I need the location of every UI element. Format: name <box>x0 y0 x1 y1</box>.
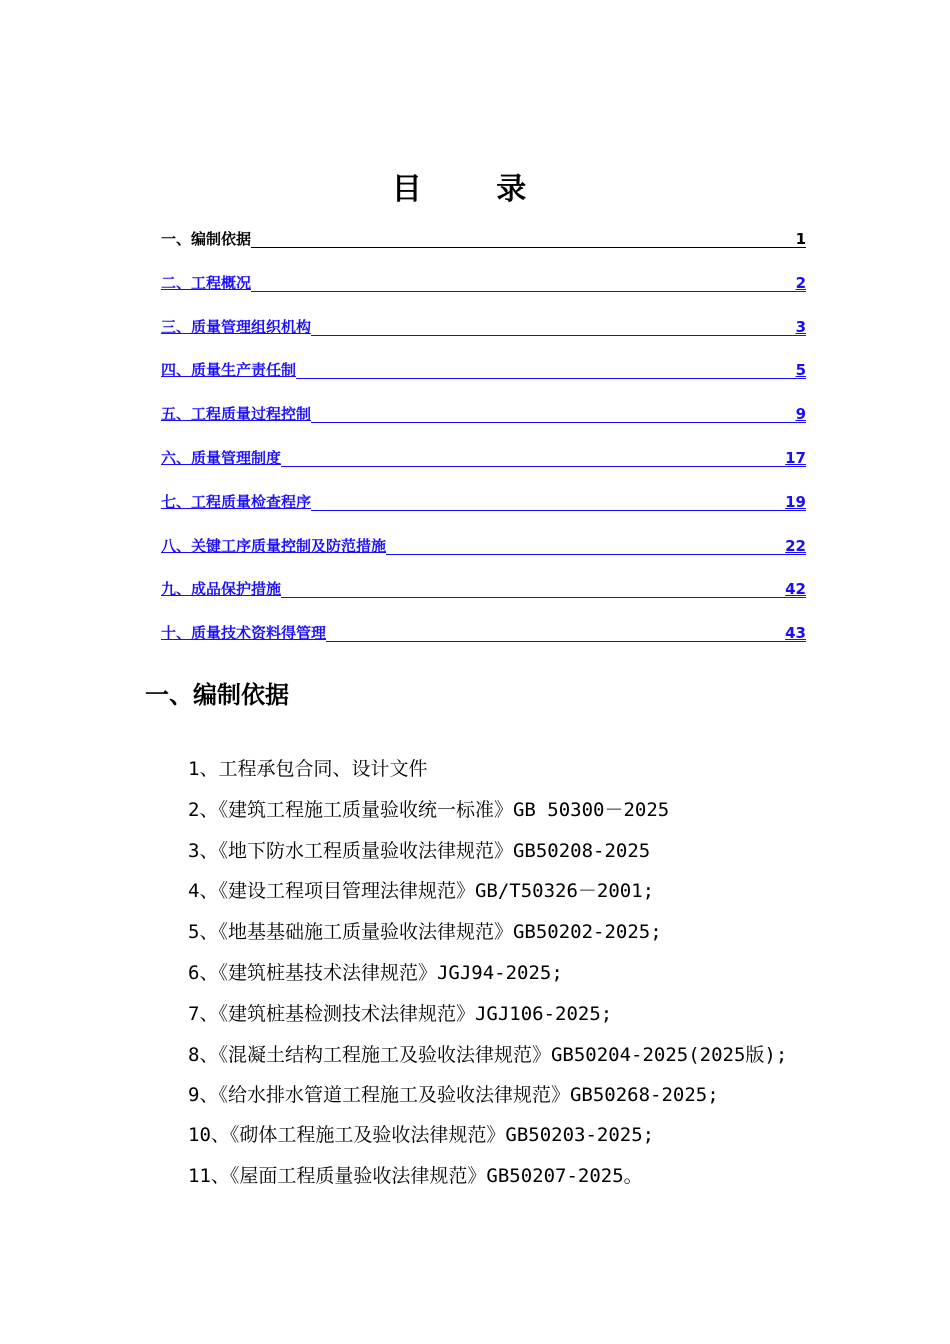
toc-entry-page: 9 <box>795 405 806 424</box>
toc-entry-page: 17 <box>785 448 806 467</box>
toc-link-inspection[interactable] <box>161 491 806 513</box>
toc-link-responsibility[interactable] <box>161 359 806 381</box>
reference-item: 11、《屋面工程质量验收法律规范》GB50207-2025。 <box>188 1165 643 1188</box>
reference-item: 8、《混凝土结构工程施工及验收法律规范》GB50204-2025(2025版); <box>188 1043 788 1066</box>
toc-entry-page: 3 <box>795 317 806 336</box>
toc-leader-line <box>161 291 806 292</box>
toc-entry-basis <box>161 228 806 250</box>
reference-item: 6、《建筑桩基技术法律规范》JGJ94-2025; <box>188 961 563 984</box>
toc-entry-label: 二、工程概况 <box>161 273 252 292</box>
toc-entry-label: 四、质量生产责任制 <box>161 361 297 380</box>
toc-link-technical-documents[interactable] <box>161 622 806 644</box>
reference-item: 9、《给水排水管道工程施工及验收法律规范》GB50268-2025; <box>188 1083 719 1106</box>
table-of-contents <box>161 228 806 666</box>
toc-title: 目 录 <box>391 172 559 207</box>
toc-entry-page: 43 <box>785 624 806 643</box>
section-heading: 一、编制依据 <box>145 681 289 709</box>
reference-item: 4、《建设工程项目管理法律规范》GB/T50326－2001; <box>188 880 655 903</box>
reference-item: 1、工程承包合同、设计文件 <box>188 758 428 780</box>
toc-entry-label: 九、成品保护措施 <box>161 580 282 599</box>
toc-entry-label: 八、关键工序质量控制及防范措施 <box>161 536 387 555</box>
toc-entry-label: 十、质量技术资料得管理 <box>161 624 327 643</box>
toc-entry-page: 5 <box>795 361 806 380</box>
toc-leader-line <box>161 247 806 248</box>
reference-item: 7、《建筑桩基检测技术法律规范》JGJ106-2025; <box>188 1002 613 1025</box>
toc-entry-label: 七、工程质量检查程序 <box>161 492 312 511</box>
reference-item: 2、《建筑工程施工质量验收统一标准》GB 50300－2025 <box>188 798 670 821</box>
toc-entry-label: 一、编制依据 <box>161 230 252 248</box>
toc-link-overview[interactable] <box>161 272 806 294</box>
toc-entry-page: 19 <box>785 492 806 511</box>
toc-link-product-protection[interactable] <box>161 578 806 600</box>
toc-entry-label: 六、质量管理制度 <box>161 448 282 467</box>
toc-link-organization[interactable] <box>161 316 806 338</box>
toc-entry-page: 2 <box>795 273 806 292</box>
reference-item: 10、《砌体工程施工及验收法律规范》GB50203-2025; <box>188 1124 655 1147</box>
reference-list <box>145 756 810 1204</box>
toc-link-key-processes[interactable] <box>161 535 806 557</box>
toc-link-process-control[interactable] <box>161 403 806 425</box>
toc-entry-label: 五、工程质量过程控制 <box>161 405 312 424</box>
toc-entry-label: 三、质量管理组织机构 <box>161 317 312 336</box>
toc-entry-page: 22 <box>785 536 806 555</box>
toc-entry-page: 42 <box>785 580 806 599</box>
toc-link-management-system[interactable] <box>161 447 806 469</box>
reference-item: 3、《地下防水工程质量验收法律规范》GB50208-2025 <box>188 839 651 862</box>
reference-item: 5、《地基基础施工质量验收法律规范》GB50202-2025; <box>188 921 662 944</box>
toc-entry-page: 1 <box>795 230 806 248</box>
